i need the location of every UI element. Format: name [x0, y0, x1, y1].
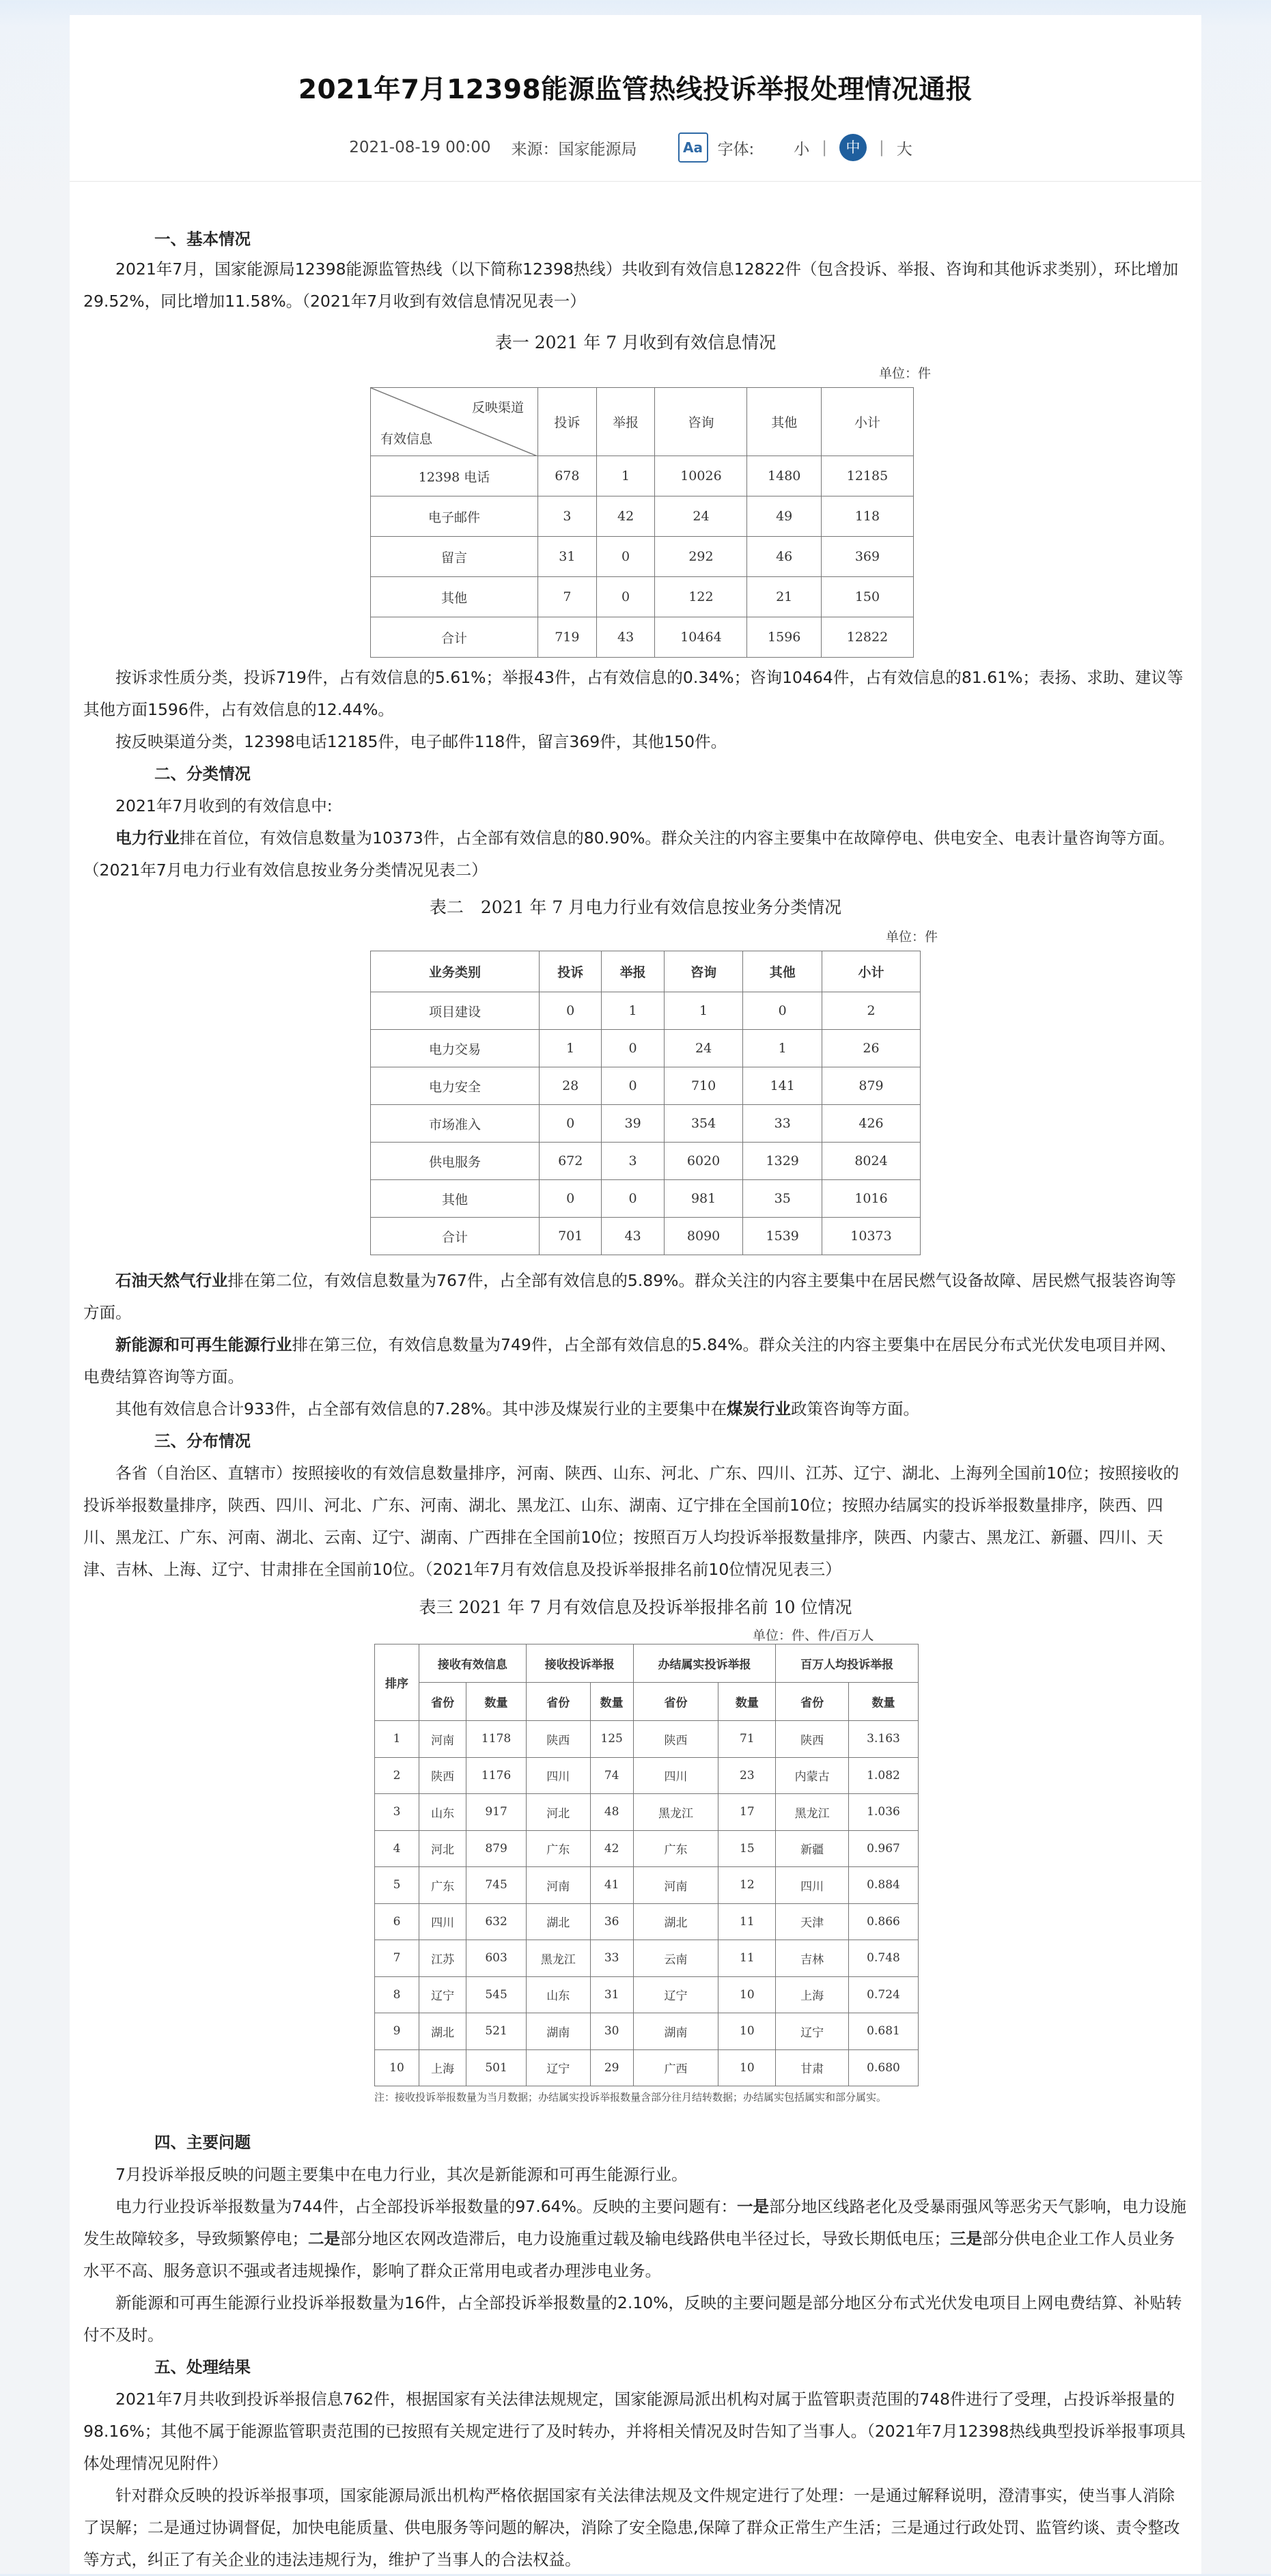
- font-medium-button[interactable]: 中: [839, 134, 867, 161]
- table2-row-label: 市场准入: [371, 1105, 540, 1143]
- table-row: [371, 1143, 921, 1180]
- table1-cell: 10026: [655, 456, 747, 496]
- table2-col-header: 咨询: [664, 951, 743, 992]
- article-page: [70, 15, 1201, 2574]
- table-row: [371, 1067, 921, 1105]
- table2-col-header: 其他: [743, 951, 822, 992]
- table2-cell: 141: [743, 1067, 822, 1105]
- table1-row-label: 留言: [371, 537, 538, 577]
- table3-cell: 745: [466, 1867, 527, 1904]
- section-title: 四、主要问题: [154, 2133, 251, 2152]
- table-row: [375, 1830, 919, 1867]
- table3-rank: 9: [375, 2013, 419, 2050]
- table2-cell: 0: [602, 1067, 664, 1105]
- paragraph: 按诉求性质分类，投诉719件，占有效信息的5.61%；举报43件，占有效信息的0.34%；咨询10464件，占有效信息的81.61%；表扬、求助、建议等其他方面1596件，占有效信息的12.44%。: [83, 668, 1184, 719]
- font-size-label: 字体:: [717, 140, 755, 158]
- table2-cell: 1: [540, 1030, 602, 1067]
- table3-cell: 黑龙江: [776, 1794, 849, 1831]
- table3-cell: 四川: [419, 1903, 466, 1940]
- table2-row-label: 其他: [371, 1180, 540, 1218]
- table3-cell: 湖北: [526, 1903, 590, 1940]
- table3-cell: 湖南: [633, 2013, 718, 2050]
- table3-cell: 黑龙江: [526, 1940, 590, 1977]
- table-row: [375, 1867, 919, 1904]
- table2-row-label: 合计: [371, 1218, 540, 1255]
- table-row: [371, 992, 921, 1030]
- table-row: [371, 1218, 921, 1255]
- table-row: [371, 1030, 921, 1067]
- table3-cell: 23: [718, 1757, 776, 1794]
- table1-row-label: 其他: [371, 577, 538, 617]
- table3-cell: 31: [590, 1976, 633, 2013]
- table3-rank: 3: [375, 1794, 419, 1831]
- table3-cell: 天津: [776, 1903, 849, 1940]
- section-title: 五、处理结果: [154, 2357, 251, 2377]
- table3-cell: 甘肃: [776, 2049, 849, 2086]
- table3-cell: 黑龙江: [633, 1794, 718, 1831]
- table2-cell: 0: [540, 1180, 602, 1218]
- table3-cell: 11: [718, 1940, 776, 1977]
- table3-cell: 1176: [466, 1757, 527, 1794]
- table-row: [375, 1757, 919, 1794]
- paragraph: 其他有效信息合计933件，占全部有效信息的7.28%。其中涉及煤炭行业的主要集中在煤炭行业政策咨询等方面。: [115, 1399, 920, 1418]
- table3-cell: 917: [466, 1794, 527, 1831]
- font-size-icon: Aa: [678, 132, 708, 163]
- table3-cell: 云南: [633, 1940, 718, 1977]
- table2-cell: 0: [540, 992, 602, 1030]
- table2-cell: 3: [602, 1143, 664, 1180]
- page-title: 2021年7月12398能源监管热线投诉举报处理情况通报: [298, 74, 973, 105]
- table3-cell: 陕西: [776, 1721, 849, 1758]
- table1-col-header: 咨询: [655, 388, 747, 456]
- table3-cell: 河南: [633, 1867, 718, 1904]
- table3-cell: 山东: [419, 1794, 466, 1831]
- table2-caption: 表二 2021 年 7 月电力行业有效信息按业务分类情况: [429, 897, 842, 917]
- section-title: 一、基本情况: [154, 229, 251, 249]
- paragraph: 2021年7月共收到投诉举报信息762件，根据国家有关法律法规规定，国家能源局派出机构对属于监管职责范围的748件进行了受理，占投诉举报量的98.16%；其他不属于能源监管职责范围的已按照有关规定进行了及时转办，并将相关情况及时告知了当事人。（2021年7月12398热线典型投诉举报事项具体处理情况见附件）: [83, 2390, 1186, 2473]
- table2-cell: 6020: [664, 1143, 743, 1180]
- table1-diag-header: 反映渠道 有效信息: [371, 388, 538, 456]
- table1-cell: 43: [596, 617, 655, 658]
- table3-rank: 7: [375, 1940, 419, 1977]
- table3-cell: 山东: [526, 1976, 590, 2013]
- table1-cell: 46: [747, 537, 821, 577]
- table3-group-header: 接收投诉举报: [526, 1644, 633, 1683]
- table2-cell: 1329: [743, 1143, 822, 1180]
- table3-rank: 2: [375, 1757, 419, 1794]
- table2-cell: 0: [602, 1180, 664, 1218]
- paragraph: 电力行业排在首位，有效信息数量为10373件，占全部有效信息的80.90%。群众关注的内容主要集中在故障停电、供电安全、电表计量咨询等方面。（2021年7月电力行业有效信息按业务分类情况见表二）: [83, 828, 1175, 880]
- table3-cell: 上海: [776, 1976, 849, 2013]
- table1: [370, 387, 914, 658]
- table3-cell: 3.163: [849, 1721, 919, 1758]
- table3-cell: 10: [718, 2013, 776, 2050]
- table3-unit: 单位：件、件/百万人: [753, 1628, 874, 1643]
- table2-cell: 8090: [664, 1218, 743, 1255]
- table-row: [375, 1903, 919, 1940]
- table1-cell: 49: [747, 496, 821, 537]
- table1-cell: 12185: [821, 456, 913, 496]
- table3-cell: 30: [590, 2013, 633, 2050]
- table2-unit: 单位：件: [886, 929, 938, 944]
- paragraph: 石油天然气行业排在第二位，有效信息数量为767件，占全部有效信息的5.89%。群众关注的内容主要集中在居民燃气设备故障、居民燃气报装咨询等方面。: [83, 1271, 1177, 1322]
- table3-cell: 42: [590, 1830, 633, 1867]
- table3-cell: 0.680: [849, 2049, 919, 2086]
- table-row: [375, 1721, 919, 1758]
- table3-cell: 0.884: [849, 1867, 919, 1904]
- table1-cell: 1596: [747, 617, 821, 658]
- table-row: [371, 1180, 921, 1218]
- table3-cell: 辽宁: [419, 1976, 466, 2013]
- table2-cell: 0: [743, 992, 822, 1030]
- table3-cell: 广西: [633, 2049, 718, 2086]
- table2-cell: 1: [602, 992, 664, 1030]
- table2-row-label: 供电服务: [371, 1143, 540, 1180]
- table3-cell: 广东: [419, 1867, 466, 1904]
- table2-col-header: 业务类别: [371, 951, 540, 992]
- table3-cell: 10: [718, 2049, 776, 2086]
- table-row: [371, 577, 914, 617]
- table3-cell: 新疆: [776, 1830, 849, 1867]
- table3-cell: 辽宁: [633, 1976, 718, 2013]
- table2-cell: 26: [822, 1030, 921, 1067]
- table1-cell: 118: [821, 496, 913, 537]
- table3-cell: 河北: [526, 1794, 590, 1831]
- table3-sub-header: 数量: [590, 1683, 633, 1721]
- table2-cell: 28: [540, 1067, 602, 1105]
- table3-cell: 36: [590, 1903, 633, 1940]
- table3-note: 注：接收投诉举报数量为当月数据；办结属实投诉举报数量含部分往月结转数据；办结属实包括属实和部分属实。: [374, 2091, 887, 2103]
- table3-cell: 湖南: [526, 2013, 590, 2050]
- table1-row-label: 合计: [371, 617, 538, 658]
- table1-cell: 122: [655, 577, 747, 617]
- table1-cell: 3: [538, 496, 597, 537]
- table3-cell: 辽宁: [776, 2013, 849, 2050]
- table3-cell: 河北: [419, 1830, 466, 1867]
- table3-cell: 四川: [776, 1867, 849, 1904]
- table2-cell: 33: [743, 1105, 822, 1143]
- table3-cell: 501: [466, 2049, 527, 2086]
- table2-cell: 39: [602, 1105, 664, 1143]
- table1-cell: 7: [538, 577, 597, 617]
- section-title: 三、分布情况: [154, 1431, 251, 1451]
- table3-sub-header: 数量: [466, 1683, 527, 1721]
- table2-cell: 426: [822, 1105, 921, 1143]
- table1-cell: 42: [596, 496, 655, 537]
- table2-row-label: 电力安全: [371, 1067, 540, 1105]
- table3-cell: 陕西: [419, 1757, 466, 1794]
- table3-sub-header: 省份: [633, 1683, 718, 1721]
- table3-cell: 四川: [633, 1757, 718, 1794]
- table1-cell: 10464: [655, 617, 747, 658]
- table1-cell: 1480: [747, 456, 821, 496]
- table1-cell: 21: [747, 577, 821, 617]
- table2-col-header: 举报: [602, 951, 664, 992]
- table3-sub-header: 数量: [718, 1683, 776, 1721]
- table3-cell: 603: [466, 1940, 527, 1977]
- table-row: [375, 2049, 919, 2086]
- table1-cell: 150: [821, 577, 913, 617]
- table2-cell: 35: [743, 1180, 822, 1218]
- table2: [370, 951, 921, 1255]
- table3-rank: 4: [375, 1830, 419, 1867]
- table3-cell: 湖北: [419, 2013, 466, 2050]
- table-row: [375, 2013, 919, 2050]
- table3-cell: 四川: [526, 1757, 590, 1794]
- table3-cell: 0.866: [849, 1903, 919, 1940]
- table-row: [375, 1940, 919, 1977]
- table1-row-label: 12398 电话: [371, 456, 538, 496]
- table3-cell: 0.724: [849, 1976, 919, 2013]
- table3-cell: 0.748: [849, 1940, 919, 1977]
- table-row: [375, 1976, 919, 2013]
- table3-cell: 74: [590, 1757, 633, 1794]
- table1-row-label: 电子邮件: [371, 496, 538, 537]
- table3-cell: 江苏: [419, 1940, 466, 1977]
- paragraph: 新能源和可再生能源行业投诉举报数量为16件，占全部投诉举报数量的2.10%，反映的主要问题是部分地区分布式光伏发电项目上网电费结算、补贴转付不及时。: [83, 2293, 1182, 2344]
- table1-cell: 0: [596, 537, 655, 577]
- table1-cell: 12822: [821, 617, 913, 658]
- table-row: [371, 456, 914, 496]
- table-row: [371, 537, 914, 577]
- table3-cell: 10: [718, 1976, 776, 2013]
- table3-cell: 33: [590, 1940, 633, 1977]
- paragraph: 7月投诉举报反映的问题主要集中在电力行业，其次是新能源和可再生能源行业。: [115, 2165, 688, 2184]
- table1-cell: 719: [538, 617, 597, 658]
- article-meta: 2021-08-19 00:00 来源：国家能源局 Aa 字体: 小 | 中 | 大: [70, 132, 1201, 163]
- table3-group-header: 接收有效信息: [419, 1644, 527, 1683]
- table2-col-header: 小计: [822, 951, 921, 992]
- table3-cell: 辽宁: [526, 2049, 590, 2086]
- table3-sub-header: 省份: [419, 1683, 466, 1721]
- table3-cell: 879: [466, 1830, 527, 1867]
- table3-cell: 1.082: [849, 1757, 919, 1794]
- table2-col-header: 投诉: [540, 951, 602, 992]
- table3-group-header: 办结属实投诉举报: [633, 1644, 776, 1683]
- table3-cell: 广东: [526, 1830, 590, 1867]
- table2-cell: 1539: [743, 1218, 822, 1255]
- table1-cell: 1: [596, 456, 655, 496]
- table1-cell: 31: [538, 537, 597, 577]
- table3-cell: 陕西: [633, 1721, 718, 1758]
- font-large-button[interactable]: 大: [896, 140, 912, 158]
- table1-cell: 369: [821, 537, 913, 577]
- source-label: 来源：国家能源局: [511, 140, 637, 158]
- table3-sub-header: 省份: [776, 1683, 849, 1721]
- table2-cell: 2: [822, 992, 921, 1030]
- table3-rank: 1: [375, 1721, 419, 1758]
- table3-cell: 1.036: [849, 1794, 919, 1831]
- table2-cell: 43: [602, 1218, 664, 1255]
- table1-col-header: 投诉: [538, 388, 597, 456]
- article-header: [70, 15, 1201, 182]
- table3-cell: 广东: [633, 1830, 718, 1867]
- table3-cell: 632: [466, 1903, 527, 1940]
- table3-cell: 71: [718, 1721, 776, 1758]
- table3-cell: 41: [590, 1867, 633, 1904]
- table1-cell: 678: [538, 456, 597, 496]
- table3-cell: 521: [466, 2013, 527, 2050]
- table1-cell: 24: [655, 496, 747, 537]
- table3-sub-header: 数量: [849, 1683, 919, 1721]
- table-row: [375, 1794, 919, 1831]
- table3-cell: 湖北: [633, 1903, 718, 1940]
- table2-cell: 672: [540, 1143, 602, 1180]
- table2-cell: 879: [822, 1067, 921, 1105]
- table2-cell: 0: [540, 1105, 602, 1143]
- table1-col-header: 小计: [821, 388, 913, 456]
- table3-cell: 0.681: [849, 2013, 919, 2050]
- table2-row-label: 项目建设: [371, 992, 540, 1030]
- table2-cell: 710: [664, 1067, 743, 1105]
- table3-rank: 8: [375, 1976, 419, 2013]
- paragraph: 按反映渠道分类，12398电话12185件，电子邮件118件，留言369件，其他150件。: [115, 732, 727, 751]
- table3-cell: 陕西: [526, 1721, 590, 1758]
- table2-cell: 10373: [822, 1218, 921, 1255]
- table3-cell: 0.967: [849, 1830, 919, 1867]
- table1-cell: 0: [596, 577, 655, 617]
- table2-cell: 24: [664, 1030, 743, 1067]
- table3-cell: 内蒙古: [776, 1757, 849, 1794]
- table2-cell: 8024: [822, 1143, 921, 1180]
- table1-col-header: 其他: [747, 388, 821, 456]
- table1-unit: 单位：件: [879, 366, 932, 381]
- table3-rank-header: 排序: [375, 1644, 419, 1721]
- table-row: [371, 617, 914, 658]
- table3-rank: 5: [375, 1867, 419, 1904]
- table2-cell: 981: [664, 1180, 743, 1218]
- table2-cell: 1: [664, 992, 743, 1030]
- table3-caption: 表三 2021 年 7 月有效信息及投诉举报排名前 10 位情况: [419, 1597, 852, 1617]
- table3-cell: 17: [718, 1794, 776, 1831]
- table3-cell: 吉林: [776, 1940, 849, 1977]
- table3-cell: 12: [718, 1867, 776, 1904]
- paragraph: 新能源和可再生能源行业排在第三位，有效信息数量为749件，占全部有效信息的5.84%。群众关注的内容主要集中在居民分布式光伏发电项目并网、电费结算咨询等方面。: [83, 1335, 1177, 1386]
- table3-cell: 545: [466, 1976, 527, 2013]
- table3-sub-header: 省份: [526, 1683, 590, 1721]
- table3-rank: 10: [375, 2049, 419, 2086]
- table-row: [371, 496, 914, 537]
- table1-col-header: 举报: [596, 388, 655, 456]
- table3-cell: 15: [718, 1830, 776, 1867]
- table-row: [371, 1105, 921, 1143]
- table3-group-header: 百万人均投诉举报: [776, 1644, 919, 1683]
- table3-cell: 河南: [419, 1721, 466, 1758]
- table3-rank: 6: [375, 1903, 419, 1940]
- table3-cell: 1178: [466, 1721, 527, 1758]
- table3: [374, 1644, 919, 2086]
- table2-cell: 1016: [822, 1180, 921, 1218]
- table2-cell: 701: [540, 1218, 602, 1255]
- table3-cell: 11: [718, 1903, 776, 1940]
- paragraph: 各省（自治区、直辖市）按照接收的有效信息数量排序，河南、陕西、山东、河北、广东、四川、江苏、辽宁、湖北、上海列全国前10位；按照接收的投诉举报数量排序，陕西、四川、河北、广东、河南、湖北、黑龙江、山东、湖南、辽宁排在全国前10位；按照办结属实的投诉举报数量排序，陕西、四川、黑龙江、广东、河南、湖北、云南、辽宁、湖南、广西排在全国前10位；按照百万人均投诉举报数量排序，陕西、内蒙古、黑龙江、新疆、四川、天津、吉林、上海、辽宁、甘肃排在全国前10位。（2021年7月有效信息及投诉举报排名前10位情况见表三）: [83, 1464, 1179, 1579]
- paragraph: 2021年7月收到的有效信息中:: [115, 796, 333, 815]
- table2-row-label: 电力交易: [371, 1030, 540, 1067]
- font-small-button[interactable]: 小: [794, 140, 810, 158]
- table3-cell: 29: [590, 2049, 633, 2086]
- publish-date: 2021-08-19 00:00: [349, 139, 491, 156]
- table1-caption: 表一 2021 年 7 月收到有效信息情况: [494, 333, 777, 352]
- table3-cell: 125: [590, 1721, 633, 1758]
- table3-cell: 48: [590, 1794, 633, 1831]
- table2-cell: 0: [602, 1030, 664, 1067]
- table3-cell: 河南: [526, 1867, 590, 1904]
- section-title: 二、分类情况: [154, 764, 251, 783]
- table2-cell: 1: [743, 1030, 822, 1067]
- table3-cell: 上海: [419, 2049, 466, 2086]
- paragraph: 2021年7月，国家能源局12398能源监管热线（以下简称12398热线）共收到有效信息12822件（包含投诉、举报、咨询和其他诉求类别），环比增加29.52%，同比增加11.58%。（2021年7月收到有效信息情况见表一）: [83, 260, 1179, 311]
- table1-cell: 292: [655, 537, 747, 577]
- paragraph: 电力行业投诉举报数量为744件，占全部投诉举报数量的97.64%。反映的主要问题有：一是部分地区线路老化及受暴雨强风等恶劣天气影响，电力设施发生故障较多，导致频繁停电；二是部分地区农网改造滞后，电力设施重过载及输电线路供电半径过长，导致长期低电压；三是部分供电企业工作人员业务水平不高、服务意识不强或者违规操作，影响了群众正常用电或者办理涉电业务。: [83, 2197, 1186, 2280]
- paragraph: 针对群众反映的投诉举报事项，国家能源局派出机构严格依据国家有关法律法规及文件规定进行了处理：一是通过解释说明，澄清事实，使当事人消除了误解；二是通过协调督促，加快电能质量、供电服务等问题的解决，消除了安全隐患,保障了群众正常生产生活；三是通过行政处罚、监管约谈、责令整改等方式，纠正了有关企业的违法违规行为，维护了当事人的合法权益。: [83, 2486, 1180, 2569]
- table2-cell: 354: [664, 1105, 743, 1143]
